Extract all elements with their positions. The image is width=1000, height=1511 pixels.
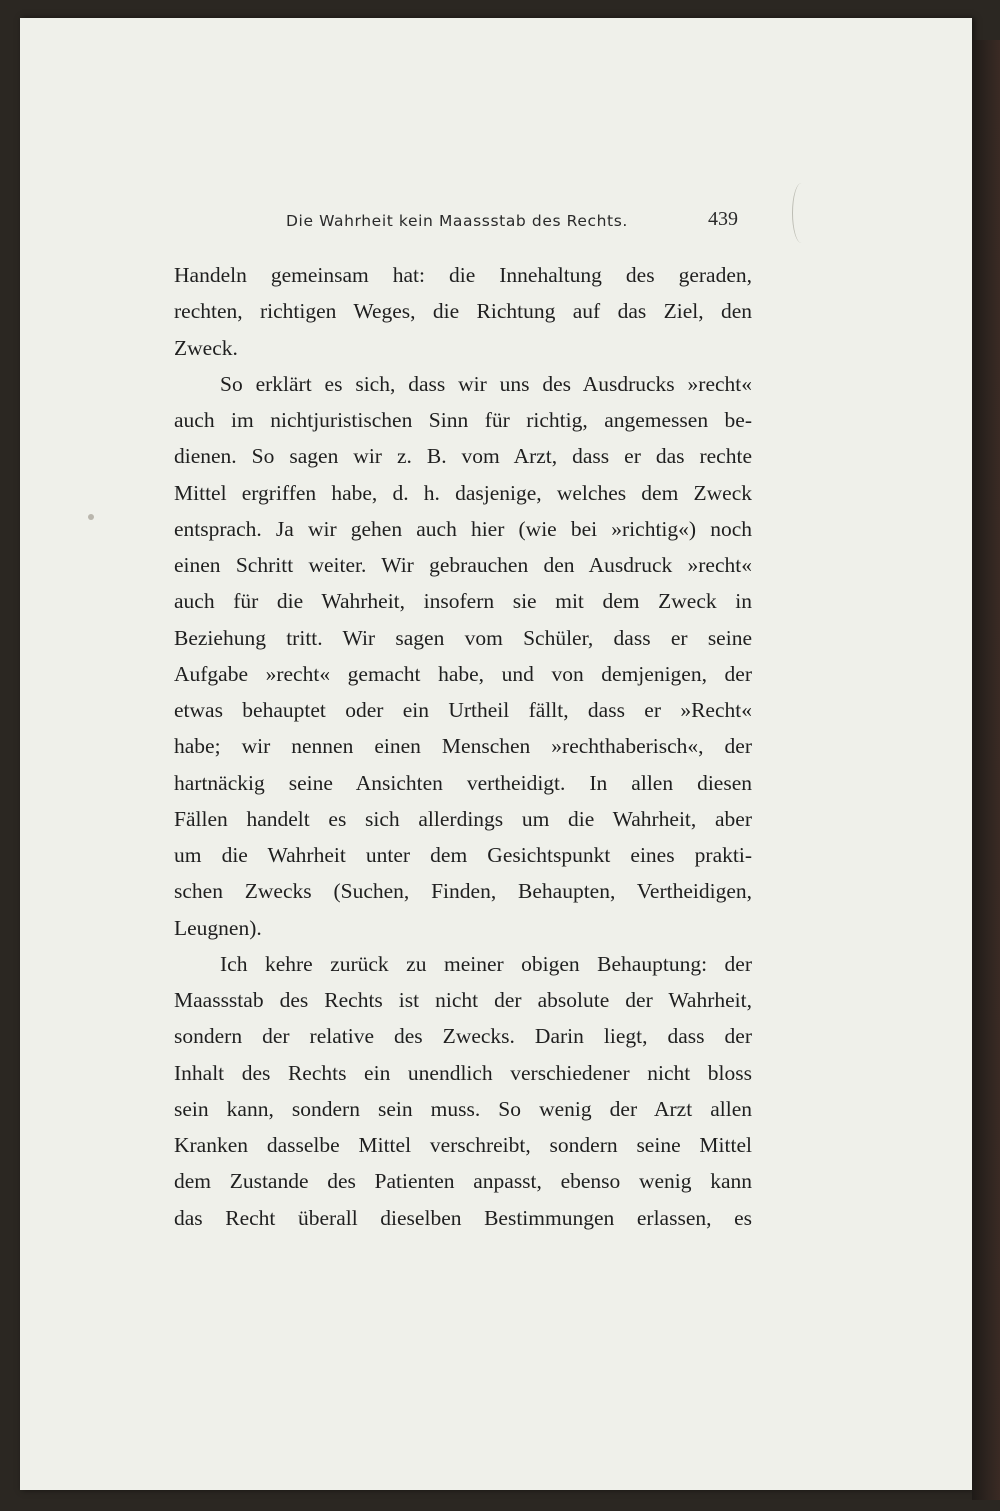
book-page <box>20 18 972 1490</box>
text-line: sondern der relative des Zwecks. Darin liegt, dass der <box>174 1024 752 1049</box>
text-line: das Recht überall dieselben Bestimmungen erlassen, es <box>174 1205 752 1230</box>
text-line: Kranken dasselbe Mittel verschreibt, sondern seine Mittel <box>174 1133 752 1157</box>
book-edge <box>972 40 1000 1500</box>
text-line: Beziehung tritt. Wir sagen vom Schüler, dass er seine <box>174 625 752 650</box>
text-line: hartnäckig seine Ansichten vertheidigt. In allen diesen <box>174 770 752 795</box>
paper-spot <box>88 514 94 520</box>
text-line: um die Wahrheit unter dem Gesichtspunkt eines prakti- <box>174 843 752 867</box>
text-line: rechten, richtigen Weges, die Richtung auf das Ziel, den <box>174 299 752 324</box>
text-line: Inhalt des Rechts ein unendlich verschiedener nicht bloss <box>174 1060 752 1085</box>
text-line: auch im nichtjuristischen Sinn für richtig, angemessen be- <box>174 408 752 432</box>
text-line: So erklärt es sich, dass wir uns des Ausdrucks »recht« <box>220 371 752 396</box>
text-line: habe; wir nennen einen Menschen »rechthaberisch«, der <box>174 734 752 759</box>
text-line: auch für die Wahrheit, insofern sie mit dem Zweck in <box>174 589 752 614</box>
text-line: etwas behauptet oder ein Urtheil fällt, dass er »Recht« <box>174 698 752 722</box>
text-line: Aufgabe »recht« gemacht habe, und von demjenigen, der <box>174 661 752 686</box>
running-header: Die Wahrheit kein Maassstab des Rechts. <box>286 212 628 230</box>
text-line: einen Schritt weiter. Wir gebrauchen den Ausdruck »recht« <box>174 553 752 577</box>
text-line: Maassstab des Rechts ist nicht der absolute der Wahrheit, <box>174 988 752 1012</box>
body-text <box>174 257 752 1236</box>
text-line: Leugnen). <box>174 915 262 940</box>
text-line: sein kann, sondern sein muss. So wenig der Arzt allen <box>174 1096 752 1121</box>
text-line: dem Zustande des Patienten anpasst, ebenso wenig kann <box>174 1169 752 1194</box>
text-line: dienen. So sagen wir z. B. vom Arzt, dass er das rechte <box>174 444 752 469</box>
text-line: Ich kehre zurück zu meiner obigen Behauptung: der <box>220 951 752 976</box>
page-number: 439 <box>708 208 738 230</box>
text-line: Mittel ergriffen habe, d. h. dasjenige, welches dem Zweck <box>174 480 752 505</box>
text-line: entsprach. Ja wir gehen auch hier (wie bei »richtig«) noch <box>174 516 752 541</box>
text-line: schen Zwecks (Suchen, Finden, Behaupten, Vertheidigen, <box>174 879 752 904</box>
text-line: Handeln gemeinsam hat: die Innehaltung des geraden, <box>174 263 752 287</box>
text-line: Fällen handelt es sich allerdings um die Wahrheit, aber <box>174 806 752 831</box>
text-line: Zweck. <box>174 335 238 360</box>
margin-mark <box>792 183 811 243</box>
